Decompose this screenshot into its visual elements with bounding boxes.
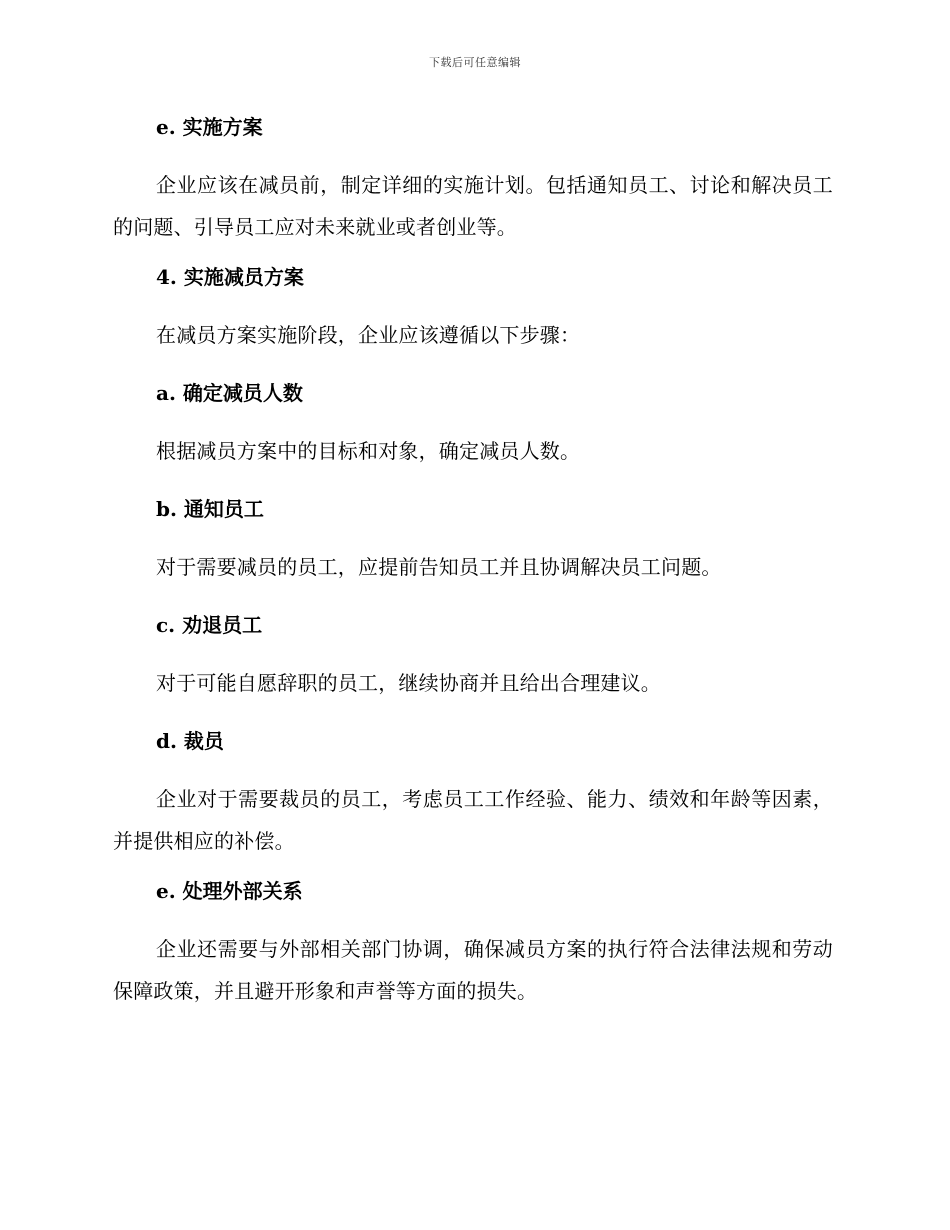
document-body (113, 110, 833, 1024)
section-heading-layoff: d. 裁员 (156, 729, 224, 753)
section-heading-determine-count: a. 确定减员人数 (156, 381, 303, 405)
paragraph-persuade-resign: 对于可能自愿辞职的员工，继续协商并且给出合理建议。 (156, 671, 661, 695)
section-heading-notify-staff: b. 通知员工 (156, 497, 264, 521)
section-heading-persuade-resign: c. 劝退员工 (156, 613, 263, 637)
section-heading-implementation-plan: e. 实施方案 (156, 115, 263, 139)
paragraph-external-relations: 企业还需要与外部相关部门协调，确保减员方案的执行符合法律法规和劳动保障政策，并且避开形象和声誉等方面的损失。 (113, 937, 833, 1003)
section-heading-external-relations: e. 处理外部关系 (156, 879, 303, 903)
page-header: 下载后可任意编辑 (429, 56, 521, 69)
paragraph-layoff: 企业对于需要裁员的员工，考虑员工工作经验、能力、绩效和年龄等因素，并提供相应的补偿。 (113, 787, 833, 853)
paragraph-execute-reduction: 在减员方案实施阶段，企业应该遵循以下步骤： (156, 323, 581, 347)
paragraph-implementation-plan: 企业应该在减员前，制定详细的实施计划。包括通知员工、讨论和解决员工的问题、引导员工应对未来就业或者创业等。 (113, 173, 833, 239)
paragraph-determine-count: 根据减员方案中的目标和对象，确定减员人数。 (156, 439, 581, 463)
section-heading-execute-reduction: 4. 实施减员方案 (156, 265, 304, 289)
paragraph-notify-staff: 对于需要减员的员工，应提前告知员工并且协调解决员工问题。 (156, 555, 722, 579)
